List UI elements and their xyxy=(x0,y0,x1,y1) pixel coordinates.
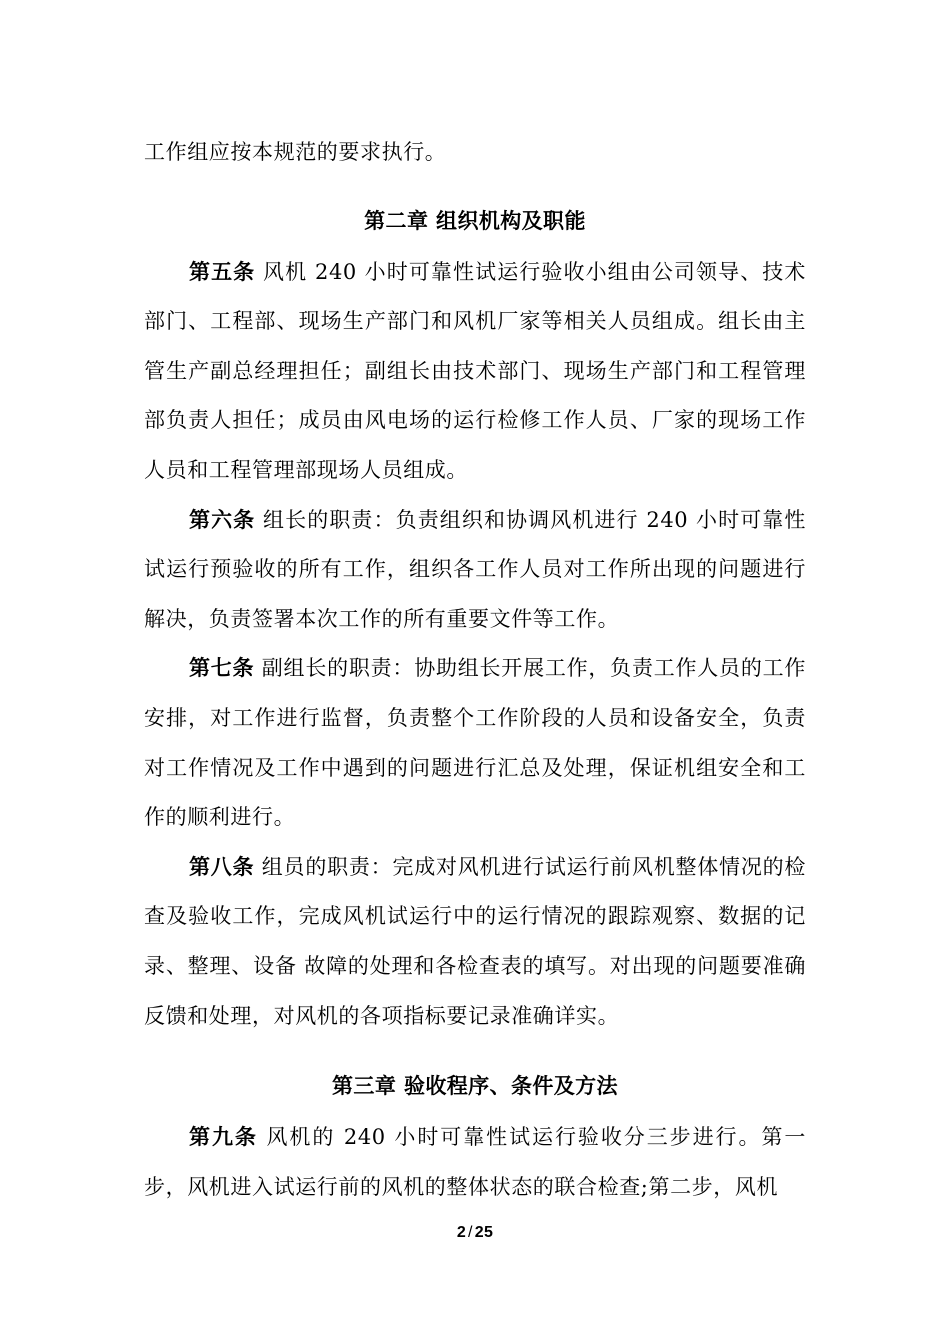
current-page-number: 2 xyxy=(456,1224,467,1241)
article-7-text: 副组长的职责：协助组长开展工作，负责工作人员的工作安排，对工作进行监督，负责整个工作阶段的人员和设备安全，负责对工作情况及工作中遇到的问题进行汇总及处理，保证机组安全和工作的顺利进行。 xyxy=(144,656,806,830)
article-9-label: 第九条 xyxy=(189,1125,258,1150)
article-5-paragraph xyxy=(144,248,806,496)
article-6-paragraph xyxy=(144,496,806,645)
intro-text: 工作组应按本规范的要求执行。 xyxy=(144,140,447,164)
article-6-text: 组长的职责：负责组织和协调风机进行 240 小时可靠性试运行预验收的所有工作，组织各工作人员对工作所出现的问题进行解决，负责签署本次工作的所有重要文件等工作。 xyxy=(144,507,806,631)
total-page-count: 25 xyxy=(474,1224,494,1241)
page-number-separator: / xyxy=(468,1224,473,1241)
document-body xyxy=(144,128,806,1212)
page-number-footer xyxy=(0,1224,950,1242)
article-7-paragraph xyxy=(144,644,806,842)
chapter-2-heading: 第二章 组织机构及职能 xyxy=(364,208,586,233)
article-6-label: 第六条 xyxy=(189,507,256,532)
article-8-text: 组员的职责：完成对风机进行试运行前风机整体情况的检查及验收工作，完成风机试运行中的运行情况的跟踪观察、数据的记录、整理、设备 故障的处理和各检查表的填写。对出现的问题要准确反馈和处理，对风机的各项指标要记录准确详实。 xyxy=(144,854,806,1028)
article-9-text: 风机的 240 小时可靠性试运行验收分三步进行。第一步，风机进入试运行前的风机的整体状态的联合检查;第二步，风机 xyxy=(144,1125,806,1199)
article-7-label: 第七条 xyxy=(189,656,255,681)
intro-paragraph xyxy=(144,128,806,178)
article-9-paragraph xyxy=(144,1113,806,1212)
chapter-3-heading: 第三章 验收程序、条件及方法 xyxy=(332,1074,618,1099)
article-5-label: 第五条 xyxy=(189,259,256,284)
article-5-text: 风机 240 小时可靠性试运行验收小组由公司领导、技术部门、工程部、现场生产部门和风机厂家等相关人员组成。组长由主管生产副总经理担任；副组长由技术部门、现场生产部门和工程管理部负责人担任；成员由风电场的运行检修工作人员、厂家的现场工作人员和工程管理部现场人员组成。 xyxy=(144,259,806,482)
article-8-paragraph xyxy=(144,843,806,1041)
article-8-label: 第八条 xyxy=(189,854,255,879)
